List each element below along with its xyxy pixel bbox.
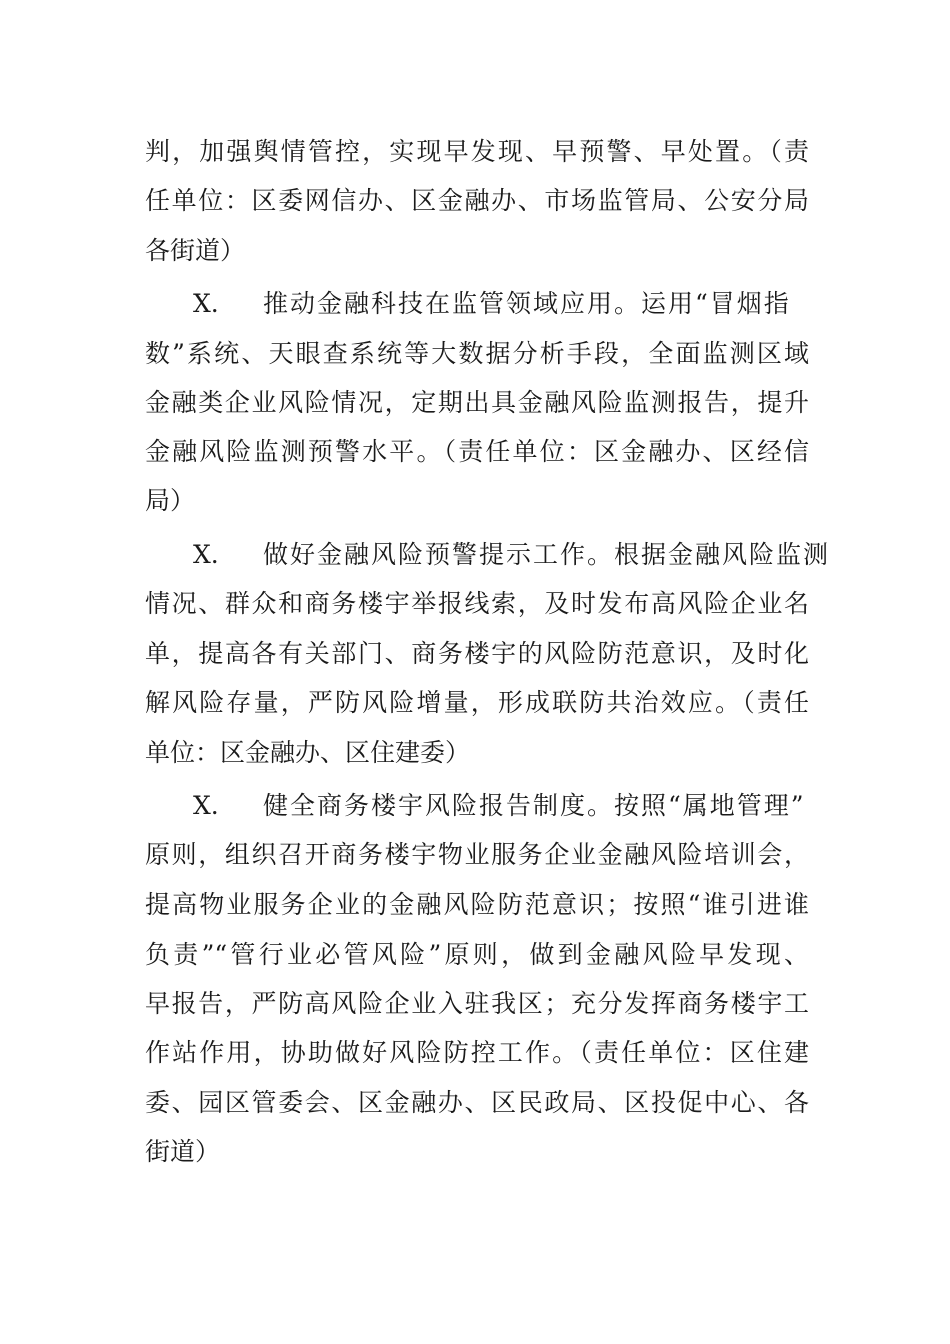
text-line: 各街道） [145, 236, 246, 265]
text-line: 任单位：区委网信办、区金融办、市场监管局、公安分局 [145, 186, 809, 215]
item-marker: X. [193, 791, 219, 820]
text-line: 原则，组织召开商务楼宇物业服务企业金融风险培训会， [145, 840, 809, 869]
list-item-first-line [145, 535, 831, 575]
text-line: 情况、群众和商务楼宇举报线索，及时发布高风险企业名 [145, 589, 809, 618]
list-item-text: 推动金融科技在监管领域应用。运用“冒烟指 [263, 289, 791, 318]
text-line: 早报告，严防高风险企业入驻我区；充分发挥商务楼宇工 [145, 989, 809, 1018]
text-line: 单位：区金融办、区住建委） [145, 738, 471, 767]
list-item-first-line [145, 786, 809, 826]
list-item-text: 健全商务楼宇风险报告制度。按照“属地管理” [263, 791, 806, 820]
text-line: 街道） [145, 1137, 221, 1166]
text-line: 作站作用，协助做好风险防控工作。（责任单位：区住建 [145, 1038, 809, 1067]
list-item-text: 做好金融风险预警提示工作。根据金融风险监测 [263, 540, 831, 569]
text-line: 数”系统、天眼查系统等大数据分析手段，全面监测区域 [145, 339, 809, 368]
item-marker: X. [193, 540, 219, 569]
text-line: 金融类企业风险情况，定期出具金融风险监测报告，提升 [145, 388, 809, 417]
text-line: 负责”“管行业必管风险”原则，做到金融风险早发现、 [145, 940, 809, 969]
text-line: 解风险存量，严防风险增量，形成联防共治效应。（责任 [145, 688, 809, 717]
text-line: 金融风险监测预警水平。（责任单位：区金融办、区经信 [145, 437, 809, 466]
text-line: 单，提高各有关部门、商务楼宇的风险防范意识，及时化 [145, 639, 809, 668]
text-line: 委、园区管委会、区金融办、区民政局、区投促中心、各 [145, 1088, 809, 1117]
text-line: 判，加强舆情管控，实现早发现、早预警、早处置。（责 [145, 137, 809, 166]
list-item-first-line [145, 284, 809, 324]
text-line: 提高物业服务企业的金融风险防范意识；按照“谁引进谁 [145, 890, 809, 919]
item-marker: X. [193, 289, 219, 318]
text-line: 局） [145, 486, 196, 515]
